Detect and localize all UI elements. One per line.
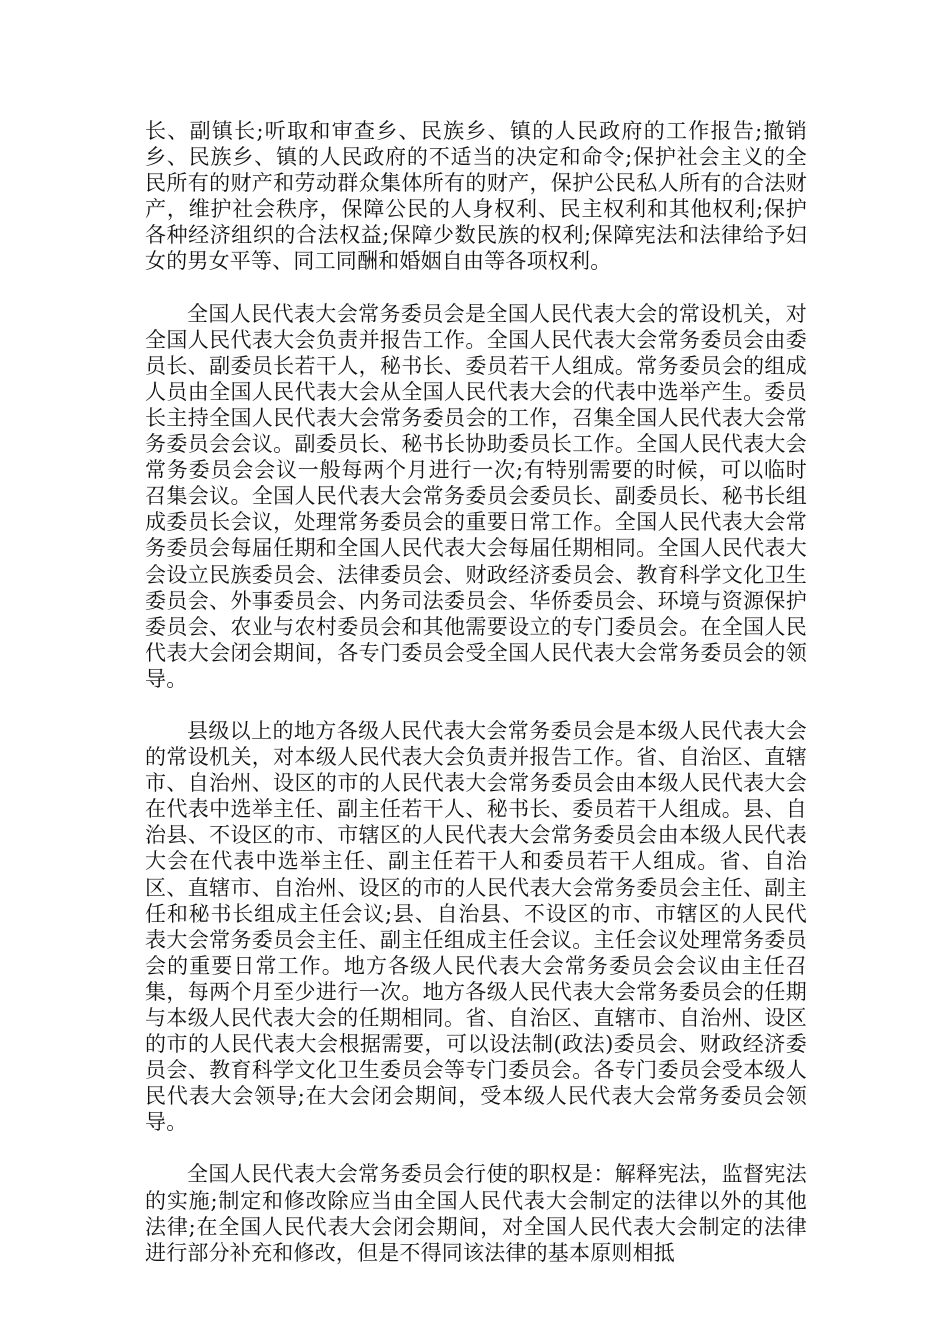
- paragraph-township-powers: 长、副镇长;听取和审查乡、民族乡、镇的人民政府的工作报告;撤销乡、民族乡、镇的人民政府的不适当的决定和命令;保护社会主义的全民所有的财产和劳动群众集体所有的财产，保护公民私人所有的合法财产，维护社会秩序，保障公民的人身权利、民主权利和其他权利;保护各种经济组织的合法权益;保障少数民族的权利;保障宪法和法律给予妇女的男女平等、同工同酬和婚姻自由等各项权利。: [145, 119, 807, 274]
- paragraph-standing-committee-powers: 全国人民代表大会常务委员会行使的职权是：解释宪法，监督宪法的实施;制定和修改除应当由全国人民代表大会制定的法律以外的其他法律;在全国人民代表大会闭会期间，对全国人民代表大会制定的法律进行部分补充和修改，但是不得同该法律的基本原则相抵: [145, 1162, 807, 1265]
- document-page: [145, 118, 807, 1266]
- paragraph-npc-standing-committee: 全国人民代表大会常务委员会是全国人民代表大会的常设机关，对全国人民代表大会负责并报告工作。全国人民代表大会常务委员会由委员长、副委员长若干人，秘书长、委员若干人组成。常务委员会的组成人员由全国人民代表大会从全国人民代表大会的代表中选举产生。委员长主持全国人民代表大会常务委员会的工作，召集全国人民代表大会常务委员会会议。副委员长、秘书长协助委员长工作。全国人民代表大会常务委员会会议一般每两个月进行一次;有特别需要的时候，可以临时召集会议。全国人民代表大会常务委员会委员长、副委员长、秘书长组成委员长会议，处理常务委员会的重要日常工作。全国人民代表大会常务委员会每届任期和全国人民代表大会每届任期相同。全国人民代表大会设立民族委员会、法律委员会、财政经济委员会、教育科学文化卫生委员会、外事委员会、内务司法委员会、华侨委员会、环境与资源保护委员会、农业与农村委员会和其他需要设立的专门委员会。在全国人民代表大会闭会期间，各专门委员会受全国人民代表大会常务委员会的领导。: [145, 301, 807, 691]
- paragraph-local-standing-committees: 县级以上的地方各级人民代表大会常务委员会是本级人民代表大会的常设机关，对本级人民代表大会负责并报告工作。省、自治区、直辖市、自治州、设区的市的人民代表大会常务委员会由本级人民代表大会在代表中选举主任、副主任若干人、秘书长、委员若干人组成。县、自治县、不设区的市、市辖区的人民代表大会常务委员会由本级人民代表大会在代表中选举主任、副主任若干人和委员若干人组成。省、自治区、直辖市、自治州、设区的市的人民代表大会常务委员会主任、副主任和秘书长组成主任会议;县、自治县、不设区的市、市辖区的人民代表大会常务委员会主任、副主任组成主任会议。主任会议处理常务委员会的重要日常工作。地方各级人民代表大会常务委员会会议由主任召集，每两个月至少进行一次。地方各级人民代表大会常务委员会的任期与本级人民代表大会的任期相同。省、自治区、直辖市、自治州、设区的市的人民代表大会根据需要，可以设法制(政法)委员会、财政经济委员会、教育科学文化卫生委员会等专门委员会。各专门委员会受本级人民代表大会领导;在大会闭会期间，受本级人民代表大会常务委员会领导。: [145, 718, 807, 1135]
